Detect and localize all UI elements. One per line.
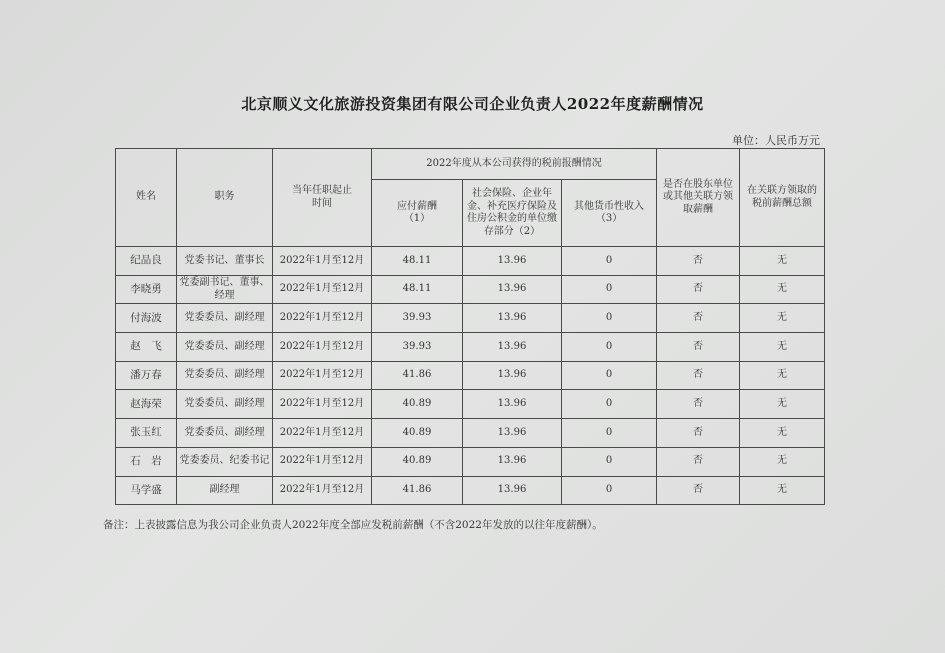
cell-other: 0	[562, 390, 657, 419]
cell-tenure: 2022年1月至12月	[273, 304, 372, 333]
unit-label: 单位：人民币万元	[732, 134, 820, 147]
cell-insurance: 13.96	[463, 304, 562, 333]
cell-name: 赵海荣	[116, 390, 177, 419]
header-related: 在关联方领取的税前薪酬总额	[740, 149, 825, 247]
cell-shareholder: 否	[657, 361, 740, 390]
cell-shareholder: 否	[657, 476, 740, 505]
table-row	[116, 419, 825, 448]
cell-related: 无	[740, 447, 825, 476]
table-row	[116, 361, 825, 390]
header-shareholder: 是否在股东单位或其他关联方领取薪酬	[657, 149, 740, 247]
cell-insurance: 13.96	[463, 247, 562, 276]
cell-salary: 40.89	[372, 419, 463, 448]
cell-tenure: 2022年1月至12月	[273, 247, 372, 276]
cell-shareholder: 否	[657, 447, 740, 476]
cell-other: 0	[562, 304, 657, 333]
cell-insurance: 13.96	[463, 275, 562, 304]
cell-name: 纪品良	[116, 247, 177, 276]
cell-insurance: 13.96	[463, 333, 562, 362]
cell-position: 党委委员、副经理	[177, 419, 273, 448]
cell-insurance: 13.96	[463, 419, 562, 448]
cell-shareholder: 否	[657, 247, 740, 276]
header-salary: 应付薪酬（1）	[372, 180, 463, 247]
cell-tenure: 2022年1月至12月	[273, 447, 372, 476]
cell-related: 无	[740, 333, 825, 362]
cell-other: 0	[562, 275, 657, 304]
cell-related: 无	[740, 361, 825, 390]
header-other: 其他货币性收入（3）	[562, 180, 657, 247]
cell-shareholder: 否	[657, 419, 740, 448]
cell-name: 张玉红	[116, 419, 177, 448]
cell-related: 无	[740, 275, 825, 304]
cell-related: 无	[740, 476, 825, 505]
document-title: 北京顺义文化旅游投资集团有限公司企业负责人2022年度薪酬情况	[241, 95, 704, 113]
cell-name: 石 岩	[116, 447, 177, 476]
cell-shareholder: 否	[657, 275, 740, 304]
cell-shareholder: 否	[657, 333, 740, 362]
header-position: 职务	[177, 149, 273, 247]
cell-related: 无	[740, 390, 825, 419]
cell-position: 党委副书记、董事、经理	[177, 275, 273, 304]
cell-position: 党委委员、副经理	[177, 390, 273, 419]
table-row	[116, 304, 825, 333]
header-tenure: 当年任职起止时间	[273, 149, 372, 247]
table-row	[116, 275, 825, 304]
cell-position: 副经理	[177, 476, 273, 505]
cell-salary: 40.89	[372, 390, 463, 419]
cell-salary: 41.86	[372, 476, 463, 505]
table-row	[116, 333, 825, 362]
cell-shareholder: 否	[657, 390, 740, 419]
cell-tenure: 2022年1月至12月	[273, 476, 372, 505]
table-row	[116, 390, 825, 419]
header-insurance: 社会保险、企业年金、补充医疗保险及住房公积金的单位缴存部分（2）	[463, 180, 562, 247]
cell-other: 0	[562, 476, 657, 505]
cell-other: 0	[562, 361, 657, 390]
cell-tenure: 2022年1月至12月	[273, 419, 372, 448]
cell-tenure: 2022年1月至12月	[273, 361, 372, 390]
cell-other: 0	[562, 247, 657, 276]
cell-name: 潘万春	[116, 361, 177, 390]
cell-position: 党委书记、董事长	[177, 247, 273, 276]
salary-table	[115, 148, 825, 505]
cell-insurance: 13.96	[463, 361, 562, 390]
header-pretax-group: 2022年度从本公司获得的税前报酬情况	[372, 149, 657, 180]
table-row	[116, 447, 825, 476]
cell-salary: 39.93	[372, 304, 463, 333]
cell-tenure: 2022年1月至12月	[273, 275, 372, 304]
cell-tenure: 2022年1月至12月	[273, 333, 372, 362]
header-name: 姓名	[116, 149, 177, 247]
cell-tenure: 2022年1月至12月	[273, 390, 372, 419]
cell-insurance: 13.96	[463, 476, 562, 505]
cell-salary: 48.11	[372, 275, 463, 304]
table-row	[116, 247, 825, 276]
cell-name: 李晓勇	[116, 275, 177, 304]
cell-related: 无	[740, 247, 825, 276]
cell-position: 党委委员、副经理	[177, 361, 273, 390]
table-row	[116, 476, 825, 505]
cell-position: 党委委员、副经理	[177, 333, 273, 362]
cell-salary: 40.89	[372, 447, 463, 476]
cell-other: 0	[562, 333, 657, 362]
cell-other: 0	[562, 447, 657, 476]
cell-insurance: 13.96	[463, 447, 562, 476]
cell-insurance: 13.96	[463, 390, 562, 419]
cell-position: 党委委员、纪委书记	[177, 447, 273, 476]
cell-salary: 48.11	[372, 247, 463, 276]
cell-name: 马学盛	[116, 476, 177, 505]
cell-other: 0	[562, 419, 657, 448]
cell-salary: 41.86	[372, 361, 463, 390]
cell-related: 无	[740, 419, 825, 448]
cell-related: 无	[740, 304, 825, 333]
footnote: 备注：上表披露信息为我公司企业负责人2022年度全部应发税前薪酬（不含2022年发放的以往年度薪酬）。	[103, 519, 603, 531]
cell-name: 赵 飞	[116, 333, 177, 362]
cell-name: 付海波	[116, 304, 177, 333]
cell-salary: 39.93	[372, 333, 463, 362]
cell-shareholder: 否	[657, 304, 740, 333]
cell-position: 党委委员、副经理	[177, 304, 273, 333]
